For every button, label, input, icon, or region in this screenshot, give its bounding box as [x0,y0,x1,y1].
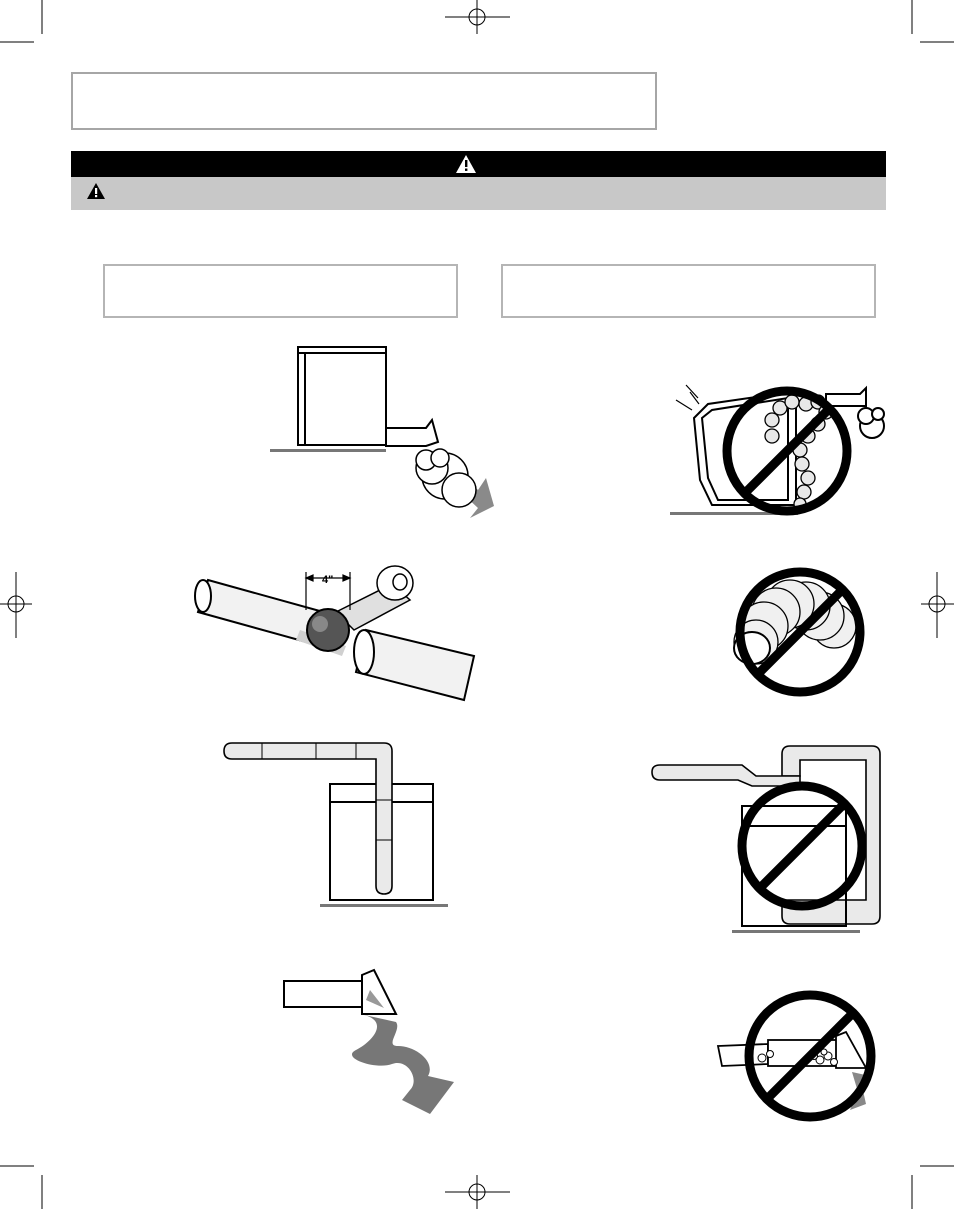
duct-gap-label: 4" [322,574,334,586]
